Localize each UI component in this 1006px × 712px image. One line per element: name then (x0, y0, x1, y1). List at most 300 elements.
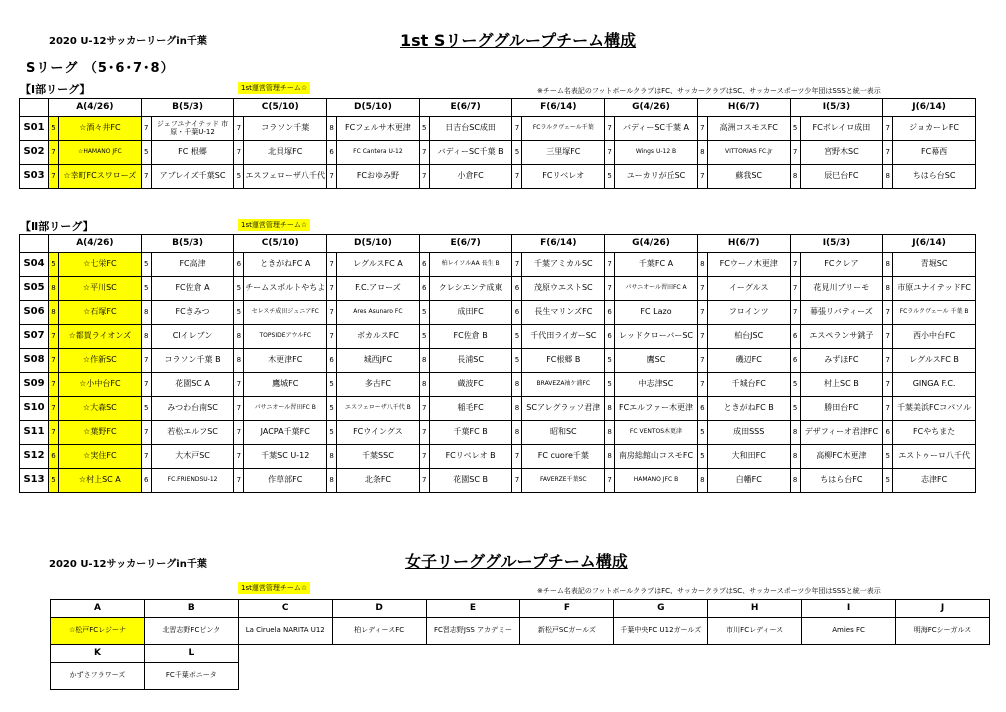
column-header: H (708, 600, 802, 618)
grade-number: 7 (49, 141, 59, 165)
column-header: I(5/3) (790, 99, 883, 117)
empty-cell (802, 663, 896, 690)
team-name: JACPA千葉FC (244, 421, 327, 445)
team-name: 稲毛FC (429, 397, 512, 421)
grade-number: 7 (697, 373, 707, 397)
column-header: B(5/3) (141, 235, 234, 253)
grade-number: 7 (512, 117, 522, 141)
league-title: Sリーグ （5･6･7･8） (26, 61, 175, 76)
grade-number: 8 (883, 165, 893, 189)
column-header: I (802, 600, 896, 618)
grade-number: 7 (49, 421, 59, 445)
grade-number: 7 (49, 165, 59, 189)
grade-number: 7 (419, 165, 429, 189)
grade-number: 7 (605, 469, 615, 493)
group-label: S04 (20, 253, 49, 277)
team-name: ときがねFC B (707, 397, 790, 421)
women-year-label: 2020 U-12サッカーリーグin千葉 (49, 559, 207, 570)
grade-number: 5 (790, 397, 800, 421)
team-name: ☆葉野FC (59, 421, 142, 445)
team-name: ☆大森SC (59, 397, 142, 421)
team-name: クレシエンテ成東 (429, 277, 512, 301)
empty-cell (426, 663, 520, 690)
team-name: 白幡FC (707, 469, 790, 493)
grade-number: 8 (883, 277, 893, 301)
column-header: G(4/26) (605, 99, 698, 117)
page-title: 1st Sリーググループチーム構成 (400, 31, 637, 50)
grade-number: 6 (419, 277, 429, 301)
team-name: みつわ台南SC (151, 397, 234, 421)
grade-number: 5 (327, 421, 337, 445)
empty-cell (238, 645, 332, 663)
team-name: ジョカーレFC (893, 117, 976, 141)
grade-number: 5 (605, 165, 615, 189)
grade-number: 5 (234, 301, 244, 325)
grade-number: 7 (141, 445, 151, 469)
column-header: I(5/3) (790, 235, 883, 253)
grade-number: 8 (790, 469, 800, 493)
team-name: FCボレイロ成田 (800, 117, 883, 141)
grade-number: 5 (790, 117, 800, 141)
column-header: D(5/10) (327, 235, 420, 253)
team-name: エストゥーロ八千代 (893, 445, 976, 469)
team-name: フロインツ (707, 301, 790, 325)
team-name: ちはら台FC (800, 469, 883, 493)
grade-number: 8 (605, 421, 615, 445)
grade-number: 5 (419, 301, 429, 325)
grade-number: 5 (605, 349, 615, 373)
grade-number: 7 (697, 277, 707, 301)
team-name: FC VENTOS木更津 (615, 421, 698, 445)
team-name: GINGA F.C. (893, 373, 976, 397)
team-name: パサニオール習田FC B (244, 397, 327, 421)
grade-number: 8 (327, 469, 337, 493)
column-header: A(4/26) (49, 99, 142, 117)
team-name: Amies FC (802, 618, 896, 645)
women-note: ※チーム名表記のフットボールクラブはFC、サッカークラブはSC、サッカースポーツ少年団はSSSと統一表示 (537, 587, 881, 595)
grade-number: 7 (605, 253, 615, 277)
grade-number: 7 (49, 349, 59, 373)
team-name: FC千葉ボニータ (144, 663, 238, 690)
table-row (20, 469, 976, 493)
team-name: ☆村上SC A (59, 469, 142, 493)
team-name: 木更津FC (244, 349, 327, 373)
team-name: 小倉FC (429, 165, 512, 189)
grade-number: 8 (883, 253, 893, 277)
league1-label: 【Ⅰ部リーグ】 (20, 83, 91, 96)
grade-number: 7 (141, 165, 151, 189)
column-header: C (238, 600, 332, 618)
team-name: 日吉台SC成田 (429, 117, 512, 141)
grade-number: 5 (512, 141, 522, 165)
table-row (20, 325, 976, 349)
team-name: エスペランサ銚子 (800, 325, 883, 349)
team-name: CIイレブン (151, 325, 234, 349)
team-name: かずさフラワーズ (51, 663, 145, 690)
team-name: 北習志野FCピンク (144, 618, 238, 645)
team-name: ときがねFC A (244, 253, 327, 277)
empty-cell (332, 663, 426, 690)
grade-number: 7 (49, 373, 59, 397)
team-name: 北貝塚FC (244, 141, 327, 165)
team-name: 千代田ライガーSC (522, 325, 605, 349)
team-name: FC習志野JSS アカデミー (426, 618, 520, 645)
team-name: FCやちまた (893, 421, 976, 445)
team-name: 志津FC (893, 469, 976, 493)
grade-number: 5 (327, 373, 337, 397)
grade-number: 7 (605, 117, 615, 141)
team-name: 千葉SSC (337, 445, 420, 469)
grade-number: 8 (49, 301, 59, 325)
team-name: ☆実住FC (59, 445, 142, 469)
grade-number: 7 (234, 397, 244, 421)
column-header: E(6/7) (419, 99, 512, 117)
team-name: 青堀SC (893, 253, 976, 277)
group-label: S10 (20, 397, 49, 421)
grade-number: 5 (141, 141, 151, 165)
team-name: FC Lazo (615, 301, 698, 325)
league1-table (19, 98, 976, 189)
table-row (20, 301, 976, 325)
grade-number: 5 (512, 325, 522, 349)
grade-number: 7 (141, 421, 151, 445)
grade-number: 6 (790, 325, 800, 349)
column-header: F (520, 600, 614, 618)
team-name: エスフェローザ八千代 B (337, 397, 420, 421)
table-row (20, 397, 976, 421)
column-header: E(6/7) (419, 235, 512, 253)
team-name: 大木戸SC (151, 445, 234, 469)
group-label: S07 (20, 325, 49, 349)
column-header: D(5/10) (327, 99, 420, 117)
team-name: FC Cantera U-12 (337, 141, 420, 165)
empty-cell (802, 645, 896, 663)
grade-number: 8 (512, 397, 522, 421)
empty-cell (708, 663, 802, 690)
column-header: G(4/26) (605, 235, 698, 253)
team-name: FC.FRIENDSU-12 (151, 469, 234, 493)
team-name: バディーSC千葉 A (615, 117, 698, 141)
grade-number: 7 (419, 421, 429, 445)
grade-number: 7 (605, 141, 615, 165)
league2-mgmt-label: 1st運営管理チーム☆ (238, 219, 310, 231)
grade-number: 8 (697, 141, 707, 165)
team-name: ☆酒々井FC (59, 117, 142, 141)
team-name: 千葉FC A (615, 253, 698, 277)
grade-number: 5 (141, 253, 151, 277)
grade-number: 5 (512, 349, 522, 373)
team-name: FCラルクヴェール千葉 (522, 117, 605, 141)
grade-number: 7 (790, 277, 800, 301)
group-label: S03 (20, 165, 49, 189)
grade-number: 8 (697, 469, 707, 493)
team-name: 磯辺FC (707, 349, 790, 373)
group-label: S01 (20, 117, 49, 141)
league2-label: 【Ⅱ部リーグ】 (20, 220, 94, 233)
grade-number: 7 (883, 117, 893, 141)
grade-number: 7 (141, 349, 151, 373)
team-name: 柏レディースFC (332, 618, 426, 645)
corner-cell (20, 235, 49, 253)
grade-number: 6 (327, 141, 337, 165)
team-name: エスフェローザ八千代 (244, 165, 327, 189)
grade-number: 7 (697, 117, 707, 141)
group-label: S12 (20, 445, 49, 469)
table-row (20, 117, 976, 141)
team-name: 幕張リバティーズ (800, 301, 883, 325)
team-name: 昭和SC (522, 421, 605, 445)
team-name: FCきみつ (151, 301, 234, 325)
team-name: 明海FCシーガルス (896, 618, 990, 645)
grade-number: 6 (697, 397, 707, 421)
grade-number: 8 (512, 421, 522, 445)
empty-cell (238, 663, 332, 690)
grade-number: 6 (512, 301, 522, 325)
table-row (20, 277, 976, 301)
team-name: 城西JFC (337, 349, 420, 373)
team-name: 若松エルフSC (151, 421, 234, 445)
team-name: FC佐倉 B (429, 325, 512, 349)
team-name: Wings U-12 B (615, 141, 698, 165)
team-name: チームスポルトやちよ (244, 277, 327, 301)
team-name: FCエルファー木更津 (615, 397, 698, 421)
grade-number: 7 (234, 469, 244, 493)
team-name: 蘇我SC (707, 165, 790, 189)
team-name: SCアレグラッソ君津 (522, 397, 605, 421)
table-row (20, 373, 976, 397)
column-header: F(6/14) (512, 99, 605, 117)
team-name: 多古FC (337, 373, 420, 397)
women-title: 女子リーググループチーム構成 (405, 552, 628, 571)
league2-table (19, 234, 976, 493)
team-name: ☆石塚FC (59, 301, 142, 325)
grade-number: 7 (327, 253, 337, 277)
team-name: FC幕西 (893, 141, 976, 165)
team-name: みずほFC (800, 349, 883, 373)
team-name: 西小中台FC (893, 325, 976, 349)
table-row (20, 445, 976, 469)
grade-number: 7 (512, 165, 522, 189)
column-header: C(5/10) (234, 235, 327, 253)
empty-cell (708, 645, 802, 663)
grade-number: 7 (234, 421, 244, 445)
women-table (50, 599, 990, 690)
grade-number: 6 (141, 469, 151, 493)
grade-number: 7 (790, 253, 800, 277)
team-name: 千葉FC B (429, 421, 512, 445)
empty-cell (896, 663, 990, 690)
group-label: S02 (20, 141, 49, 165)
team-name: ジェフユナイテッド 市原・千葉U-12 (151, 117, 234, 141)
team-name: FCおゆみ野 (337, 165, 420, 189)
grade-number: 6 (512, 277, 522, 301)
grade-number: 7 (141, 117, 151, 141)
league1-mgmt-label: 1st運営管理チーム☆ (238, 82, 310, 94)
team-name: 南房総館山コスモFC (615, 445, 698, 469)
grade-number: 5 (419, 325, 429, 349)
grade-number: 7 (605, 277, 615, 301)
team-name: 新松戸SCガールズ (520, 618, 614, 645)
grade-number: 8 (141, 301, 151, 325)
grade-number: 7 (883, 373, 893, 397)
team-name: 辰巳台FC (800, 165, 883, 189)
grade-number: 7 (327, 277, 337, 301)
league1-note: ※チーム名表記のフットボールクラブはFC、サッカークラブはSC、サッカースポーツ少年団はSSSと統一表示 (537, 87, 881, 95)
team-name: ☆七栄FC (59, 253, 142, 277)
grade-number: 7 (49, 325, 59, 349)
grade-number: 7 (327, 165, 337, 189)
grade-number: 8 (605, 445, 615, 469)
grade-number: 7 (49, 397, 59, 421)
team-name: 長浦SC (429, 349, 512, 373)
column-header: B(5/3) (141, 99, 234, 117)
team-name: HAMANO JFC B (615, 469, 698, 493)
team-name: FCフェルサ木更津 (337, 117, 420, 141)
grade-number: 5 (883, 445, 893, 469)
team-name: 柏レイソルAA 長生 B (429, 253, 512, 277)
grade-number: 8 (790, 421, 800, 445)
team-name: ☆HAMANO JFC (59, 141, 142, 165)
grade-number: 7 (697, 301, 707, 325)
table-row (20, 253, 976, 277)
grade-number: 7 (883, 349, 893, 373)
grade-number: 7 (234, 373, 244, 397)
table-row (20, 165, 976, 189)
team-name: セレスチ成田ジュニアFC (244, 301, 327, 325)
column-header: D (332, 600, 426, 618)
team-name: FCラルクヴェール 千葉 B (893, 301, 976, 325)
team-name: 柏台JSC (707, 325, 790, 349)
table-row (20, 349, 976, 373)
group-label: S05 (20, 277, 49, 301)
team-name: レッドクローバーSC (615, 325, 698, 349)
grade-number: 6 (605, 325, 615, 349)
grade-number: 7 (512, 445, 522, 469)
grade-number: 8 (605, 397, 615, 421)
grade-number: 7 (790, 301, 800, 325)
team-name: ☆平川SC (59, 277, 142, 301)
team-name: FCリベレオ (522, 165, 605, 189)
grade-number: 6 (327, 349, 337, 373)
team-name: FAVERZE千葉SC (522, 469, 605, 493)
team-name: ☆小中台FC (59, 373, 142, 397)
grade-number: 8 (327, 117, 337, 141)
team-name: F.C.アローズ (337, 277, 420, 301)
grade-number: 8 (697, 253, 707, 277)
grade-number: 7 (419, 469, 429, 493)
team-name: ☆幸町FCスワローズ (59, 165, 142, 189)
grade-number: 6 (605, 301, 615, 325)
team-name: TOPSIDEアウルFC (244, 325, 327, 349)
grade-number: 7 (419, 141, 429, 165)
grade-number: 8 (49, 277, 59, 301)
team-name: 成田FC (429, 301, 512, 325)
team-name: 三里塚FC (522, 141, 605, 165)
grade-number: 7 (883, 397, 893, 421)
grade-number: 5 (234, 165, 244, 189)
team-name: 高柳FC木更津 (800, 445, 883, 469)
empty-cell (520, 645, 614, 663)
column-header: J (896, 600, 990, 618)
table-row (20, 141, 976, 165)
team-name: 蔵波FC (429, 373, 512, 397)
team-name: 中志津SC (615, 373, 698, 397)
team-name: 市川FCレディース (708, 618, 802, 645)
grade-number: 5 (49, 117, 59, 141)
grade-number: 5 (419, 117, 429, 141)
team-name: FCリベレオ B (429, 445, 512, 469)
grade-number: 8 (419, 349, 429, 373)
empty-cell (426, 645, 520, 663)
team-name: ☆作新SC (59, 349, 142, 373)
grade-number: 5 (141, 397, 151, 421)
team-name: 花園SC B (429, 469, 512, 493)
grade-number: 6 (234, 253, 244, 277)
team-name: 千葉アミカルSC (522, 253, 605, 277)
team-name: 花見川ブリーモ (800, 277, 883, 301)
team-name: ☆松戸FCレジーナ (51, 618, 145, 645)
team-name: イーグルス (707, 277, 790, 301)
grade-number: 7 (883, 141, 893, 165)
team-name: レグルスFC B (893, 349, 976, 373)
team-name: ユーカリが丘SC (615, 165, 698, 189)
team-name: アブレイズ千葉SC (151, 165, 234, 189)
team-name: パサニオール習田FC A (615, 277, 698, 301)
team-name: 長生マリンズFC (522, 301, 605, 325)
team-name: デザフィーオ君津FC (800, 421, 883, 445)
column-header: H(6/7) (697, 99, 790, 117)
team-name: 鷹城FC (244, 373, 327, 397)
grade-number: 7 (419, 397, 429, 421)
empty-cell (896, 645, 990, 663)
empty-cell (614, 645, 708, 663)
column-header: E (426, 600, 520, 618)
grade-number: 7 (234, 445, 244, 469)
grade-number: 5 (49, 253, 59, 277)
grade-number: 5 (327, 397, 337, 421)
team-name: VITTORIAS FC.Jr (707, 141, 790, 165)
team-name: 市原ユナイテッドFC (893, 277, 976, 301)
grade-number: 8 (141, 325, 151, 349)
team-name: 北条FC (337, 469, 420, 493)
column-header: C(5/10) (234, 99, 327, 117)
grade-number: 5 (234, 277, 244, 301)
grade-number: 7 (883, 301, 893, 325)
team-name: 村上SC B (800, 373, 883, 397)
grade-number: 7 (419, 445, 429, 469)
team-name: FCウーノ木更津 (707, 253, 790, 277)
team-name: 勝田台FC (800, 397, 883, 421)
grade-number: 7 (512, 469, 522, 493)
team-name: 大和田FC (707, 445, 790, 469)
grade-number: 7 (141, 373, 151, 397)
column-header: B (144, 600, 238, 618)
grade-number: 5 (883, 469, 893, 493)
column-header: G (614, 600, 708, 618)
group-label: S08 (20, 349, 49, 373)
group-label: S11 (20, 421, 49, 445)
column-header: J(6/14) (883, 235, 976, 253)
grade-number: 7 (512, 253, 522, 277)
team-name: BRAVEZA袖ケ浦FC (522, 373, 605, 397)
women-mgmt-label: 1st運営管理チーム☆ (238, 582, 310, 594)
grade-number: 8 (419, 373, 429, 397)
grade-number: 8 (512, 373, 522, 397)
grade-number: 7 (327, 325, 337, 349)
group-label: S13 (20, 469, 49, 493)
team-name: コラソン千葉 B (151, 349, 234, 373)
team-name: FC高津 (151, 253, 234, 277)
